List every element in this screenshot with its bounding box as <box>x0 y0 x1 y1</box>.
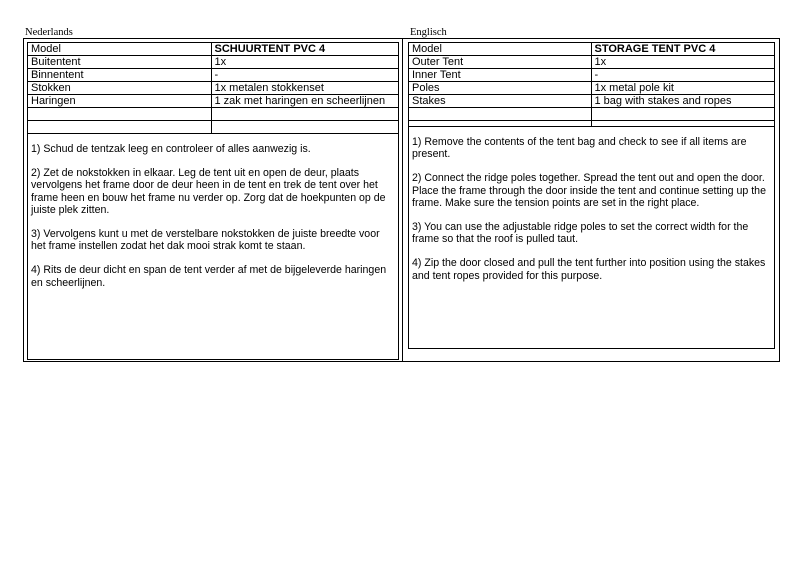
english-column-header: Englisch <box>410 27 447 38</box>
empty-table-row <box>409 121 774 127</box>
english-panel <box>408 42 775 349</box>
spec-label: Haringen <box>28 95 211 108</box>
spec-value: 1x metalen stokkenset <box>211 82 398 95</box>
spec-value: 1x <box>591 56 774 69</box>
empty-cell <box>409 121 591 127</box>
english-instructions <box>409 127 774 282</box>
spec-label: Buitentent <box>28 56 211 69</box>
table-row <box>28 95 398 108</box>
dutch-instructions <box>28 134 398 289</box>
spec-label: Stokken <box>28 82 211 95</box>
spec-value: 1x metal pole kit <box>591 82 774 95</box>
instruction-step: 2) Zet de nokstokken in elkaar. Leg de tent uit en open de deur, plaats vervolgens het frame door de deur heen in de tent en trek de tent over het frame heen en bouw het frame nu verder op. Zorg dat de hoekpunten op de juiste plek zitten. <box>31 167 386 216</box>
empty-cell <box>28 121 211 134</box>
spec-label: Inner Tent <box>409 69 591 82</box>
spec-label: Outer Tent <box>409 56 591 69</box>
spec-value: - <box>211 69 398 82</box>
instruction-step: 1) Remove the contents of the tent bag and check to see if all items are present. <box>412 136 747 161</box>
empty-cell <box>28 108 211 121</box>
instruction-step: 2) Connect the ridge poles together. Spread the tent out and open the door. Place the frame through the door inside the tent and continue setting up the frame. Make sure the tension points are set in the right place. <box>412 172 766 209</box>
instruction-step: 1) Schud de tentzak leeg en controleer of alles aanwezig is. <box>31 143 311 155</box>
table-row <box>28 69 398 82</box>
table-row <box>28 82 398 95</box>
dutch-spec-table <box>28 43 398 134</box>
empty-cell <box>409 108 591 121</box>
spec-value: 1 zak met haringen en scheerlijnen <box>211 95 398 108</box>
spec-label: Stakes <box>409 95 591 108</box>
spec-value: 1 bag with stakes and ropes <box>591 95 774 108</box>
instruction-step: 3) Vervolgens kunt u met de verstelbare nokstokken de juiste breedte voor het frame instellen zodat het dak mooi strak komt te staan. <box>31 228 380 253</box>
empty-cell <box>211 108 398 121</box>
table-row <box>409 43 774 56</box>
english-spec-table <box>409 43 774 127</box>
table-row <box>409 56 774 69</box>
table-row <box>28 56 398 69</box>
spec-value: 1x <box>211 56 398 69</box>
empty-cell <box>591 121 774 127</box>
dutch-column-header: Nederlands <box>25 27 73 38</box>
document-frame <box>23 38 780 362</box>
spec-value: STORAGE TENT PVC 4 <box>591 43 774 56</box>
table-row <box>409 95 774 108</box>
spec-label: Model <box>409 43 591 56</box>
instruction-step: 3) You can use the adjustable ridge poles to set the correct width for the frame so that the roof is pulled taut. <box>412 221 749 246</box>
table-row <box>409 82 774 95</box>
empty-table-row <box>409 108 774 121</box>
instruction-step: 4) Rits de deur dicht en span de tent verder af met de bijgeleverde haringen en scheerlijnen. <box>31 264 387 289</box>
spec-value: - <box>591 69 774 82</box>
empty-cell <box>591 108 774 121</box>
spec-label: Model <box>28 43 211 56</box>
table-row <box>409 69 774 82</box>
spec-label: Poles <box>409 82 591 95</box>
dutch-panel <box>27 42 399 360</box>
empty-table-row <box>28 108 398 121</box>
instruction-step: 4) Zip the door closed and pull the tent further into position using the stakes and tent ropes provided for this purpose. <box>412 257 766 282</box>
spec-label: Binnentent <box>28 69 211 82</box>
empty-table-row <box>28 121 398 134</box>
table-row <box>28 43 398 56</box>
spec-value: SCHUURTENT PVC 4 <box>211 43 398 56</box>
empty-cell <box>211 121 398 134</box>
